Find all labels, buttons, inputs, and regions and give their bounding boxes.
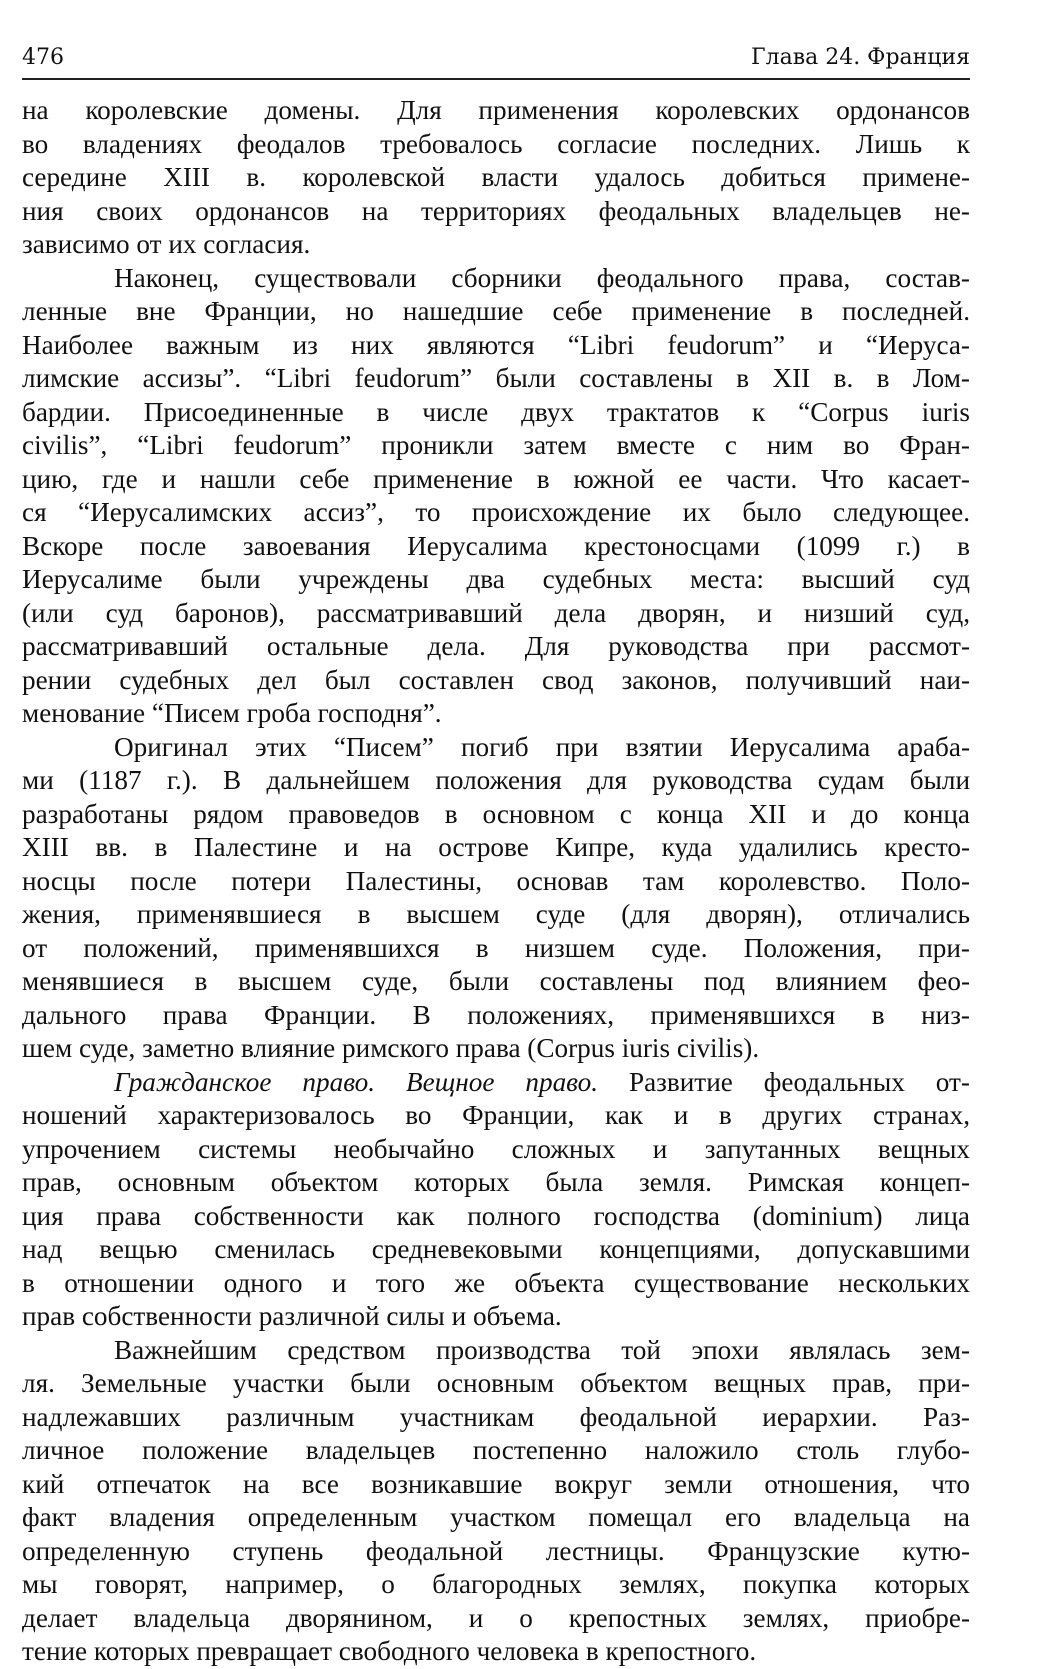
text-line: мы говорят, например, о благородных землях, покупка которых	[22, 1569, 970, 1599]
text-line: тение которых превращает свободного человека в крепостного.	[22, 1636, 757, 1666]
text-line: лимские ассизы”. “Libri feudorum” были составлены в XII в. в Лом-	[22, 363, 970, 393]
paragraph-3	[22, 731, 970, 1066]
text-line: рении судебных дел был составлен свод законов, получивший наи-	[22, 664, 970, 695]
text-line: личное положение владельцев постепенно наложило столь глубо-	[22, 1435, 970, 1465]
text-line	[22, 1066, 970, 1100]
paragraph-5	[22, 1334, 970, 1669]
text-line: civilis”, “Libri feudorum” проникли затем вместе с ним во Фран-	[22, 430, 970, 460]
body-text	[22, 94, 970, 1669]
text-line: менование “Писем гроба господня”.	[22, 698, 442, 728]
text-line: Оригинал этих “Писем” погиб при взятии Иерусалима араба-	[114, 731, 970, 762]
text-line: рассматривавший остальные дела. Для руководства при рассмот-	[22, 631, 970, 661]
paragraph-2	[22, 262, 970, 731]
text-line: ношений характеризовалось во Франции, как и в других странах,	[22, 1100, 970, 1130]
paragraph-1	[22, 94, 970, 262]
text-line: над вещью сменилась средневековыми концепциями, допускавшими	[22, 1234, 970, 1264]
paragraph-4	[22, 1066, 970, 1334]
text-line: разработаны рядом правоведов в основном с конца XII и до конца	[22, 798, 970, 829]
text-line: менявшиеся в высшем суде, были составлены под влиянием фео-	[22, 966, 970, 996]
text-line: ми (1187 г.). В дальнейшем положения для руководства судам были	[22, 765, 970, 795]
text-line: (или суд баронов), рассматривавший дела дворян, и низший суд,	[22, 597, 970, 628]
section-heading: Гражданское право. Вещное право.	[114, 1066, 598, 1097]
text-line: во владениях феодалов требовалось согласие последних. Лишь к	[22, 128, 970, 159]
text-line: на королевские домены. Для применения королевских ордонансов	[22, 95, 970, 125]
text-line: ленные вне Франции, но нашедшие себе применение в последней.	[22, 296, 970, 326]
text-line: Вскоре после завоевания Иерусалима крестоносцами (1099 г.) в	[22, 530, 970, 561]
text-line: Важнейшим средством производства той эпохи являлась зем-	[114, 1334, 970, 1365]
text-line: носцы после потери Палестины, основав там королевство. Поло-	[22, 865, 970, 896]
text-line: делает владельца дворянином, и о крепостных землях, приобре-	[22, 1602, 970, 1633]
text-line: цию, где и нашли себе применение в южной ее части. Что касает-	[22, 463, 970, 494]
text-line: прав, основным объектом которых была земля. Римская концеп-	[22, 1167, 970, 1197]
text-line: в отношении одного и того же объекта существование нескольких	[22, 1267, 970, 1298]
text-line: дального права Франции. В положениях, применявшихся в низ-	[22, 999, 970, 1030]
text-line: Наиболее важным из них являются “Libri feudorum” и “Иеруса-	[22, 329, 970, 360]
text-line: зависимо от их согласия.	[22, 229, 311, 259]
text-line: от положений, применявшихся в низшем суде. Положения, при-	[22, 932, 970, 963]
text-line: бардии. Присоединенные в числе двух трактатов к “Corpus iuris	[22, 396, 970, 427]
text-line: ция права собственности как полного господства (dominium) лица	[22, 1200, 970, 1231]
text-line: кий отпечаток на все возникавшие вокруг земли отношения, что	[22, 1468, 970, 1499]
text-line: жения, применявшиеся в высшем суде (для дворян), отличались	[22, 899, 970, 929]
text-line: XIII вв. в Палестине и на острове Кипре, куда удалились кресто-	[22, 832, 970, 862]
text-line: шем суде, заметно влияние римского права (Corpus iuris civilis).	[22, 1033, 760, 1063]
text-line: середине XIII в. королевской власти удалось добиться примене-	[22, 162, 970, 192]
text-line: Иерусалиме были учреждены два судебных места: высший суд	[22, 564, 970, 594]
text-line: ся “Иерусалимских ассиз”, то происхождение их было следующее.	[22, 497, 970, 527]
page-number: 476	[22, 45, 64, 70]
text-line: определенную ступень феодальной лестницы. Французские кутю-	[22, 1535, 970, 1566]
chapter-title: Глава 24. Франция	[751, 45, 970, 70]
text-line: надлежавших различным участникам феодальной иерархии. Раз-	[22, 1401, 970, 1432]
heading-line-rest: Развитие феодальных от-	[598, 1066, 970, 1097]
running-header	[22, 44, 970, 80]
text-line: ля. Земельные участки были основным объектом вещных прав, при-	[22, 1368, 970, 1398]
text-line: Наконец, существовали сборники феодального права, состав-	[114, 262, 970, 293]
text-line: факт владения определенным участком помещал его владельца на	[22, 1502, 970, 1532]
text-line: ния своих ордонансов на территориях феодальных владельцев не-	[22, 195, 970, 226]
text-line: упрочением системы необычайно сложных и запутанных вещных	[22, 1133, 970, 1164]
text-line: прав собственности различной силы и объема.	[22, 1301, 562, 1331]
